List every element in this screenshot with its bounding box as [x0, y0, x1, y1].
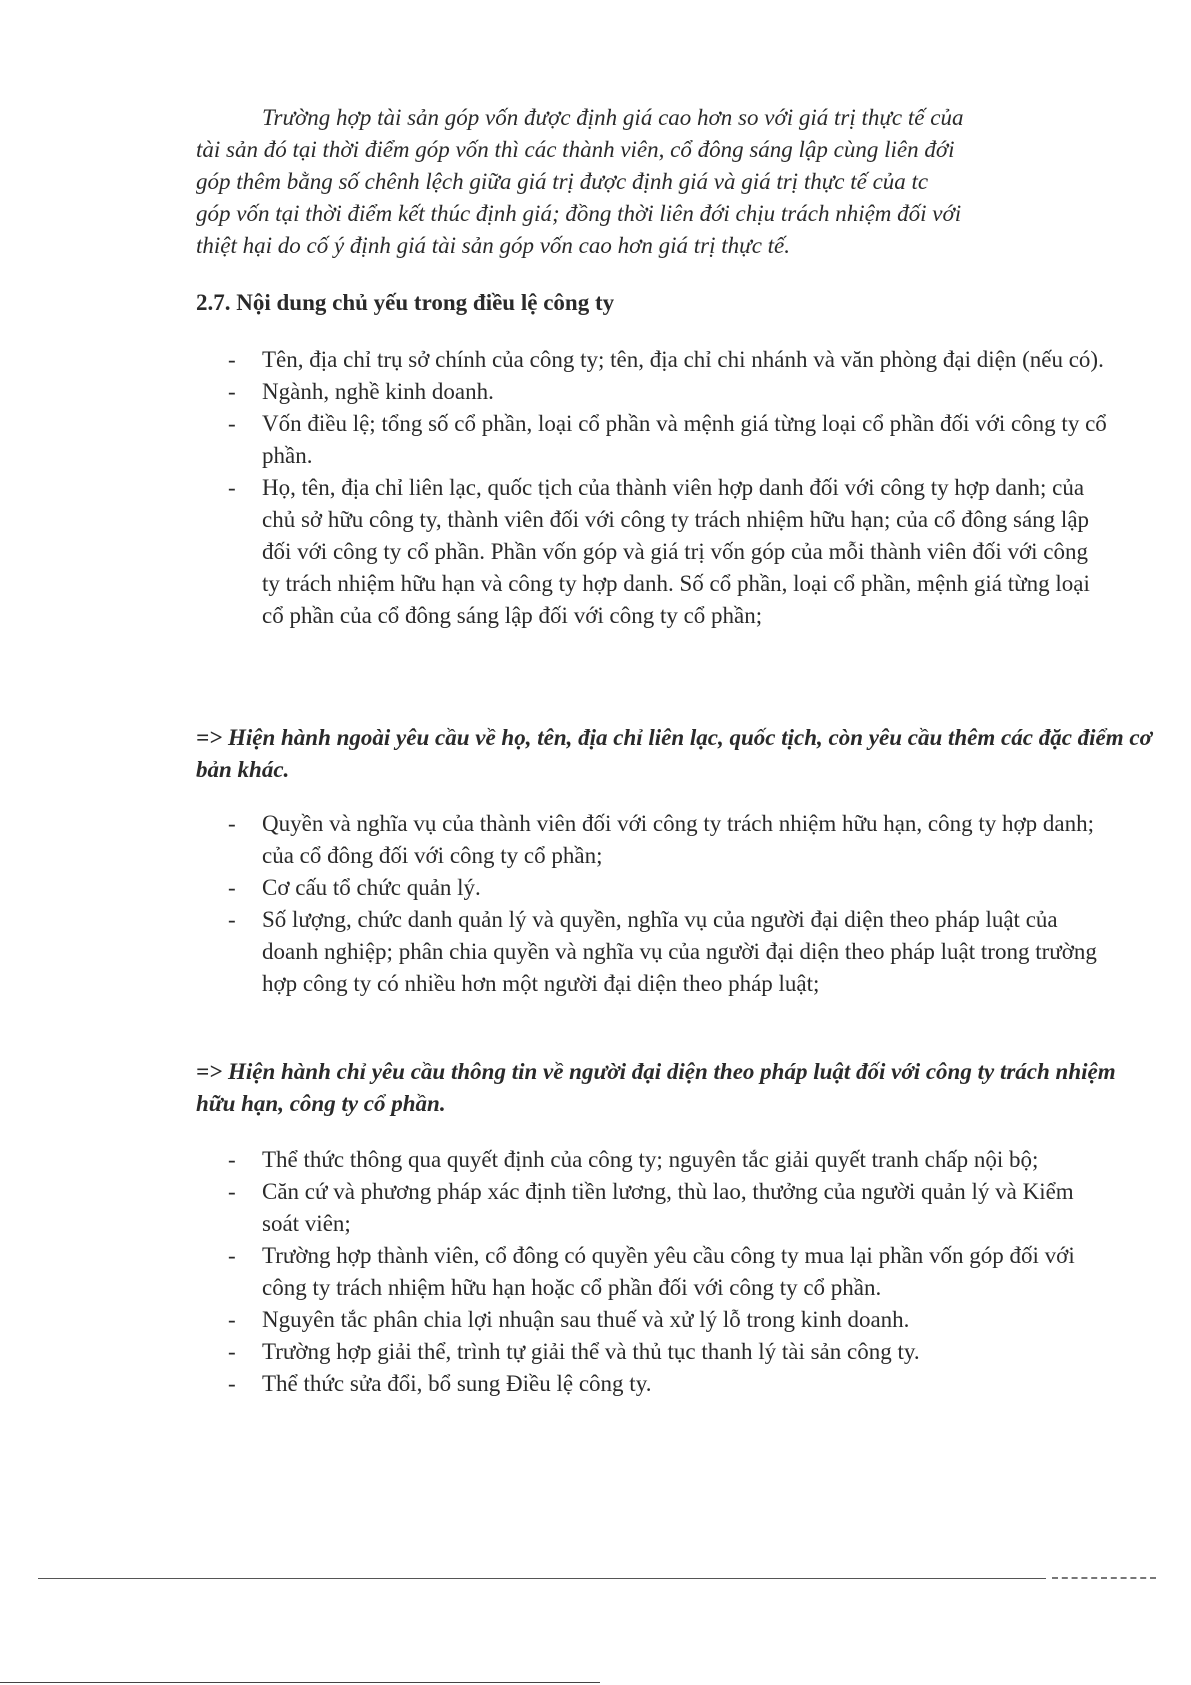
footer-divider — [38, 1578, 1046, 1579]
list-item: - Trường hợp thành viên, cổ đông có quyền yêu cầu công ty mua lại phần vốn góp đối với công ty trách nhiệm hữu hạn hoặc cổ phần đối với công ty cổ phần. — [228, 1240, 1108, 1304]
intro-line: tài sản đó tại thời điểm góp vốn thì các thành viên, cổ đông sáng lập cùng liên đới — [196, 137, 955, 162]
intro-line: thiệt hại do cố ý định giá tài sản góp vốn cao hơn giá trị thực tế. — [196, 233, 791, 258]
list-item: - Số lượng, chức danh quản lý và quyền, nghĩa vụ của người đại diện theo pháp luật của doanh nghiệp; phân chia quyền và nghĩa vụ của người đại diện theo pháp luật trong trường hợp công ty có nhiều hơn một người đại diện theo pháp luật; — [228, 904, 1108, 1000]
list-item: - Thể thức thông qua quyết định của công ty; nguyên tắc giải quyết tranh chấp nội bộ; — [228, 1144, 1108, 1176]
list-item: - Vốn điều lệ; tổng số cổ phần, loại cổ phần và mệnh giá từng loại cổ phần đối với công ty cổ phần. — [228, 408, 1108, 472]
intro-line: Trường hợp tài sản góp vốn được định giá cao hơn so với giá trị thực tế của — [262, 105, 964, 130]
list-item: - Ngành, nghề kinh doanh. — [228, 376, 1108, 408]
charter-content-list-3 — [228, 1144, 1108, 1400]
page-edge-line — [0, 1682, 600, 1683]
list-item: - Nguyên tắc phân chia lợi nhuận sau thuế và xử lý lỗ trong kinh doanh. — [228, 1304, 1108, 1336]
note-current-requirement-1: => Hiện hành ngoài yêu cầu về họ, tên, địa chỉ liên lạc, quốc tịch, còn yêu cầu thêm các đặc điểm cơ bản khác. — [196, 725, 1152, 782]
footer-divider-dashed — [1052, 1577, 1156, 1579]
charter-content-list-1 — [228, 344, 1108, 632]
charter-content-list-2 — [228, 808, 1108, 1000]
list-item: - Trường hợp giải thể, trình tự giải thể và thủ tục thanh lý tài sản công ty. — [228, 1336, 1108, 1368]
list-item: - Tên, địa chỉ trụ sở chính của công ty; tên, địa chỉ chi nhánh và văn phòng đại diện (nếu có). — [228, 344, 1108, 376]
list-item: - Thể thức sửa đổi, bổ sung Điều lệ công ty. — [228, 1368, 1108, 1400]
intro-paragraph — [196, 102, 1156, 262]
intro-line: góp vốn tại thời điểm kết thúc định giá; đồng thời liên đới chịu trách nhiệm đối với — [196, 201, 962, 226]
list-item: - Căn cứ và phương pháp xác định tiền lương, thù lao, thưởng của người quản lý và Kiểm soát viên; — [228, 1176, 1108, 1240]
note-current-requirement-2: => Hiện hành chỉ yêu cầu thông tin về người đại diện theo pháp luật đối với công ty trách nhiệm hữu hạn, công ty cổ phần. — [196, 1059, 1116, 1116]
intro-line: góp thêm bằng số chênh lệch giữa giá trị được định giá và giá trị thực tế của tc — [196, 169, 929, 194]
list-item: - Cơ cấu tổ chức quản lý. — [228, 872, 1108, 904]
section-heading: 2.7. Nội dung chủ yếu trong điều lệ công ty — [196, 290, 615, 315]
list-item: - Họ, tên, địa chỉ liên lạc, quốc tịch của thành viên hợp danh đối với công ty hợp danh; của chủ sở hữu công ty, thành viên đối với công ty trách nhiệm hữu hạn; của cổ đông sáng lập đối với công ty cổ phần. Phần vốn góp và giá trị vốn góp của mỗi thành viên đối với công ty trách nhiệm hữu hạn và công ty hợp danh. Số cổ phần, loại cổ phần, mệnh giá từng loại cổ phần của cổ đông sáng lập đối với công ty cổ phần; — [228, 472, 1108, 632]
list-item: - Quyền và nghĩa vụ của thành viên đối với công ty trách nhiệm hữu hạn, công ty hợp danh; của cổ đông đối với công ty cổ phần; — [228, 808, 1108, 872]
